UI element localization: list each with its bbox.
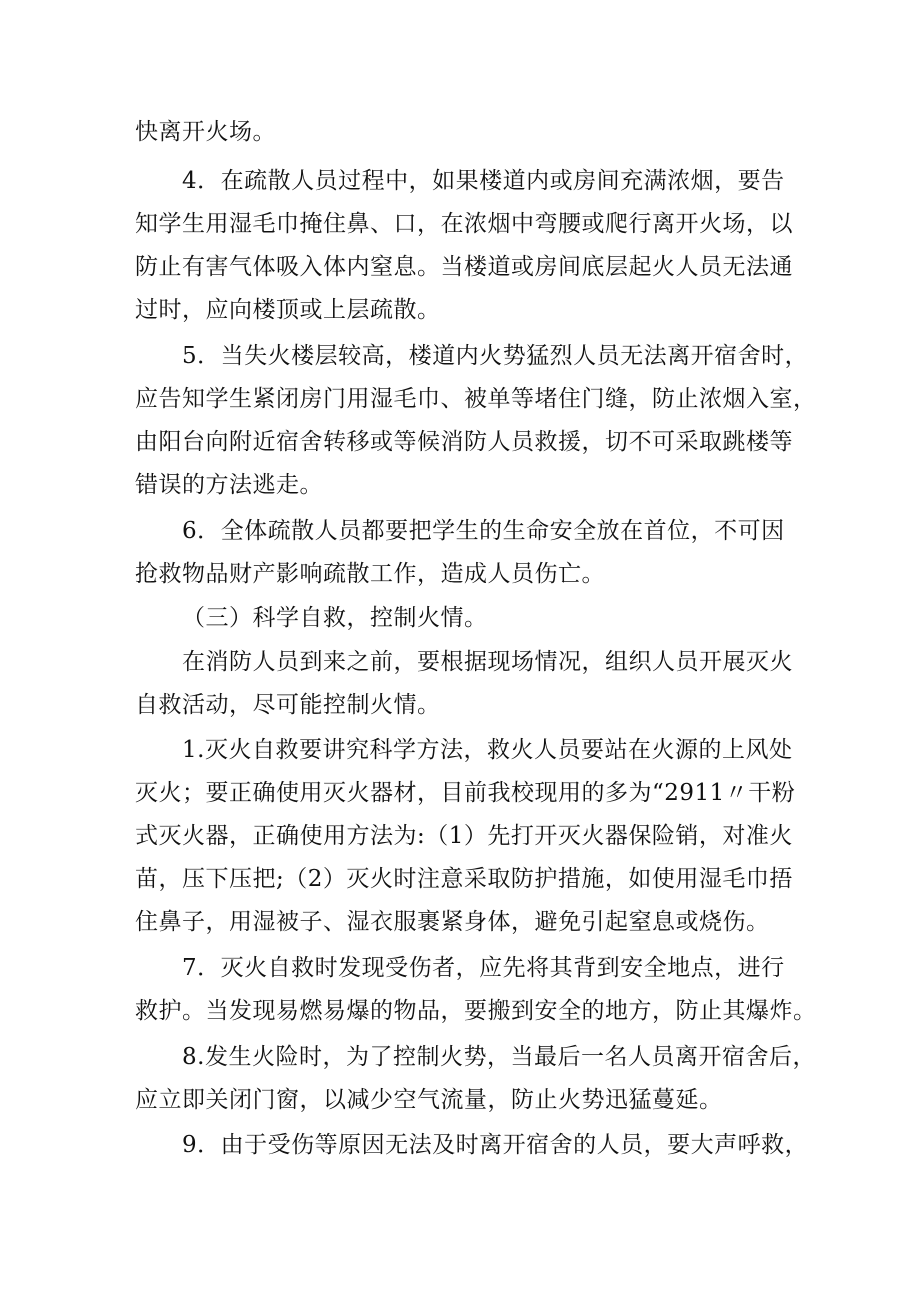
text-line-15: 1.灭火自救要讲究科学方法，救火人员要站在火源的上风处 [182,737,793,763]
text-line-22: 8.发生火险时，为了控制火势，当最后一名人员离开宿舍后， [182,1044,816,1070]
text-line-10: 6．全体疏散人员都要把学生的生命安全放在首位，不可因 [182,518,785,544]
text-line-2: 4．在疏散人员过程中，如果楼道内或房间充满浓烟，要告 [182,168,785,194]
text-line-17: 式灭火器，正确使用方法为:（1）先打开灭火器保险销，对准火 [135,823,793,849]
text-line-24: 9．由于受伤等原因无法及时离开宿舍的人员，要大声呼救， [182,1132,809,1158]
section-heading: （三）科学自救，控制火情。 [182,605,488,631]
text-line-19: 住鼻子，用湿被子、湿衣服裹紧身体，避免引起窒息或烧伤。 [135,909,770,935]
text-line-6: 5．当失火楼层较高，楼道内火势猛烈人员无法离开宿舍时， [182,343,809,369]
text-line-23: 应立即关闭门窗，以减少空气流量，防止火势迅猛蔓延。 [135,1087,723,1113]
text-line-8: 由阳台向附近宿舍转移或等候消防人员救援，切不可采取跳楼等 [135,429,793,455]
text-line-4: 防止有害气体吸入体内窒息。当楼道或房间底层起火人员无法通 [135,254,793,280]
text-line-16: 灭火；要正确使用灭火器材，目前我校现用的多为“2911〃干粉 [135,780,796,806]
text-line-14: 自救活动，尽可能控制火情。 [135,692,441,718]
text-line-5: 过时，应向楼顶或上层疏散。 [135,297,441,323]
text-line-11: 抢救物品财产影响疏散工作，造成人员伤亡。 [135,561,605,587]
text-line-21: 救护。当发现易燃易爆的物品，要搬到安全的地方，防止其爆炸。 [135,998,817,1024]
text-line-7: 应告知学生紧闭房门用湿毛巾、被单等堵住门缝，防止浓烟入室， [135,386,817,412]
text-line-13: 在消防人员到来之前，要根据现场情况，组织人员开展灭火 [182,649,793,675]
text-line-1: 快离开火场。 [135,119,276,145]
text-line-3: 知学生用湿毛巾掩住鼻、口，在浓烟中弯腰或爬行离开火场，以 [135,211,793,237]
text-line-9: 错误的方法逃走。 [135,472,323,498]
text-line-18: 苗，压下压把;（2）灭火时注意采取防护措施，如使用湿毛巾捂 [135,866,793,892]
text-line-20: 7．灭火自救时发现受伤者，应先将其背到安全地点，进行 [182,955,785,981]
